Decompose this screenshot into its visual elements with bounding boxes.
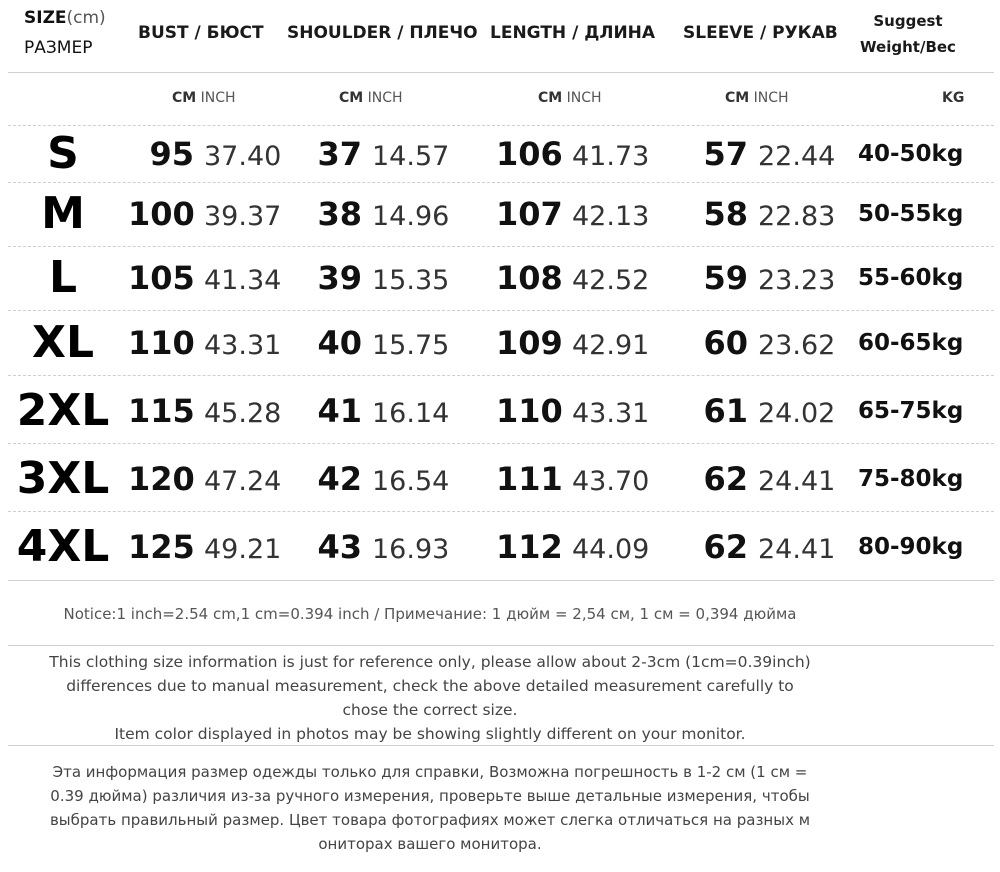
bust-cm: 115	[128, 392, 195, 430]
sleeve-inch: 22.44	[758, 141, 836, 172]
suggested-weight: 50-55kg	[858, 201, 964, 227]
header-divider	[8, 72, 994, 73]
length-inch: 43.31	[572, 398, 650, 429]
bust-inch: 47.24	[204, 466, 282, 497]
shoulder-cm: 43	[317, 528, 362, 566]
size-label: XL	[32, 317, 94, 368]
disclaimer-en-line: chose the correct size.	[342, 701, 518, 719]
sleeve-cm: 62	[703, 528, 748, 566]
shoulder-cm: 37	[317, 135, 362, 173]
bust-cm: 125	[128, 528, 195, 566]
length-cm: 108	[496, 259, 563, 297]
bust-inch: 49.21	[204, 534, 282, 565]
shoulder-inch: 15.75	[372, 330, 450, 361]
table-row	[0, 246, 1000, 310]
size-label: L	[48, 252, 78, 303]
length-inch: 43.70	[572, 466, 650, 497]
length-inch: 42.13	[572, 201, 650, 232]
size-column-title: SIZE(cm)	[24, 8, 106, 28]
sleeve-inch: 24.41	[758, 466, 836, 497]
sleeve-inch: 24.02	[758, 398, 836, 429]
suggested-weight: 65-75kg	[858, 398, 964, 424]
size-label: 2XL	[16, 385, 110, 436]
suggested-weight: 40-50kg	[858, 141, 964, 167]
length-inch: 42.91	[572, 330, 650, 361]
sleeve-inch: 23.23	[758, 265, 836, 296]
bust-inch: 45.28	[204, 398, 282, 429]
suggested-weight: 80-90kg	[858, 534, 964, 560]
shoulder-inch: 16.93	[372, 534, 450, 565]
bust-cm: 100	[128, 195, 195, 233]
weight-units: KG	[942, 90, 965, 106]
disclaimer-divider	[8, 745, 994, 746]
sleeve-cm: 57	[703, 135, 748, 173]
sleeve-cm: 60	[703, 324, 748, 362]
bust-cm: 110	[128, 324, 195, 362]
bust-units: CM INCH	[172, 90, 236, 106]
weight-header	[838, 8, 978, 60]
size-label: S	[47, 128, 79, 179]
shoulder-units: CM INCH	[339, 90, 403, 106]
disclaimer-en-line: Item color displayed in photos may be showing slightly different on your monitor.	[114, 725, 746, 743]
shoulder-cm: 41	[317, 392, 362, 430]
shoulder-inch: 14.57	[372, 141, 450, 172]
table-bottom-divider	[8, 580, 994, 581]
bust-inch: 43.31	[204, 330, 282, 361]
length-cm: 107	[496, 195, 563, 233]
length-header: LENGTH / ДЛИНА	[490, 23, 656, 43]
table-row	[0, 311, 1000, 375]
length-inch: 44.09	[572, 534, 650, 565]
shoulder-inch: 15.35	[372, 265, 450, 296]
shoulder-cm: 38	[317, 195, 362, 233]
weight-header-line2: Weight/Вес	[860, 38, 956, 56]
length-cm: 111	[496, 460, 563, 498]
shoulder-inch: 16.14	[372, 398, 450, 429]
sleeve-cm: 62	[703, 460, 748, 498]
sleeve-cm: 61	[703, 392, 748, 430]
weight-header-line1: Suggest	[873, 12, 943, 30]
length-cm: 106	[496, 135, 563, 173]
bust-cm: 120	[128, 460, 195, 498]
bust-cm: 95	[149, 135, 194, 173]
length-cm: 109	[496, 324, 563, 362]
row-divider	[8, 511, 994, 512]
table-row	[0, 447, 1000, 511]
bust-header: BUST / БЮСТ	[138, 23, 264, 43]
table-row	[0, 515, 1000, 579]
disclaimer-ru-line: Эта информация размер одежды только для справки, Возможна погрешность в 1-2 см (1 см =	[52, 763, 808, 781]
disclaimer-ru-line: выбрать правильный размер. Цвет товара фотографиях может слегка отличаться на разных м	[49, 811, 811, 829]
shoulder-cm: 42	[317, 460, 362, 498]
sleeve-inch: 22.83	[758, 201, 836, 232]
size-column-title-ru: РАЗМЕР	[24, 38, 93, 58]
length-cm: 110	[496, 392, 563, 430]
length-units: CM INCH	[538, 90, 602, 106]
shoulder-inch: 14.96	[372, 201, 450, 232]
shoulder-header: SHOULDER / ПЛЕЧО	[287, 23, 478, 43]
size-label: 4XL	[16, 521, 110, 572]
disclaimer-ru-line: 0.39 дюйма) различия из-за ручного измерения, проверьте выше детальные измерения, чтобы	[50, 787, 810, 805]
disclaimer-en	[0, 650, 860, 746]
suggested-weight: 60-65kg	[858, 330, 964, 356]
length-inch: 42.52	[572, 265, 650, 296]
disclaimer-ru	[0, 760, 860, 856]
table-row	[0, 379, 1000, 443]
disclaimer-ru-line: ониторах вашего монитора.	[318, 835, 542, 853]
shoulder-cm: 39	[317, 259, 362, 297]
size-label: 3XL	[16, 453, 110, 504]
size-label: M	[41, 188, 85, 239]
length-cm: 112	[496, 528, 563, 566]
bust-inch: 41.34	[204, 265, 282, 296]
table-row	[0, 182, 1000, 246]
row-divider	[8, 375, 994, 376]
sleeve-cm: 58	[703, 195, 748, 233]
notice-divider	[8, 645, 994, 646]
conversion-notice: Notice:1 inch=2.54 cm,1 cm=0.394 inch / Примечание: 1 дюйм = 2,54 см, 1 см = 0,394 дюйма	[63, 605, 797, 623]
bust-cm: 105	[128, 259, 195, 297]
suggested-weight: 55-60kg	[858, 265, 964, 291]
sleeve-cm: 59	[703, 259, 748, 297]
suggested-weight: 75-80kg	[858, 466, 964, 492]
sleeve-inch: 24.41	[758, 534, 836, 565]
disclaimer-en-line: This clothing size information is just for reference only, please allow about 2-3cm (1cm=0.39inch)	[49, 653, 811, 671]
sleeve-header: SLEEVE / РУКАВ	[683, 23, 838, 43]
disclaimer-en-line: differences due to manual measurement, check the above detailed measurement carefully to	[66, 677, 794, 695]
shoulder-cm: 40	[317, 324, 362, 362]
row-divider	[8, 443, 994, 444]
length-inch: 41.73	[572, 141, 650, 172]
sleeve-units: CM INCH	[725, 90, 789, 106]
bust-inch: 39.37	[204, 201, 282, 232]
table-row	[0, 122, 1000, 186]
bust-inch: 37.40	[204, 141, 282, 172]
sleeve-inch: 23.62	[758, 330, 836, 361]
shoulder-inch: 16.54	[372, 466, 450, 497]
